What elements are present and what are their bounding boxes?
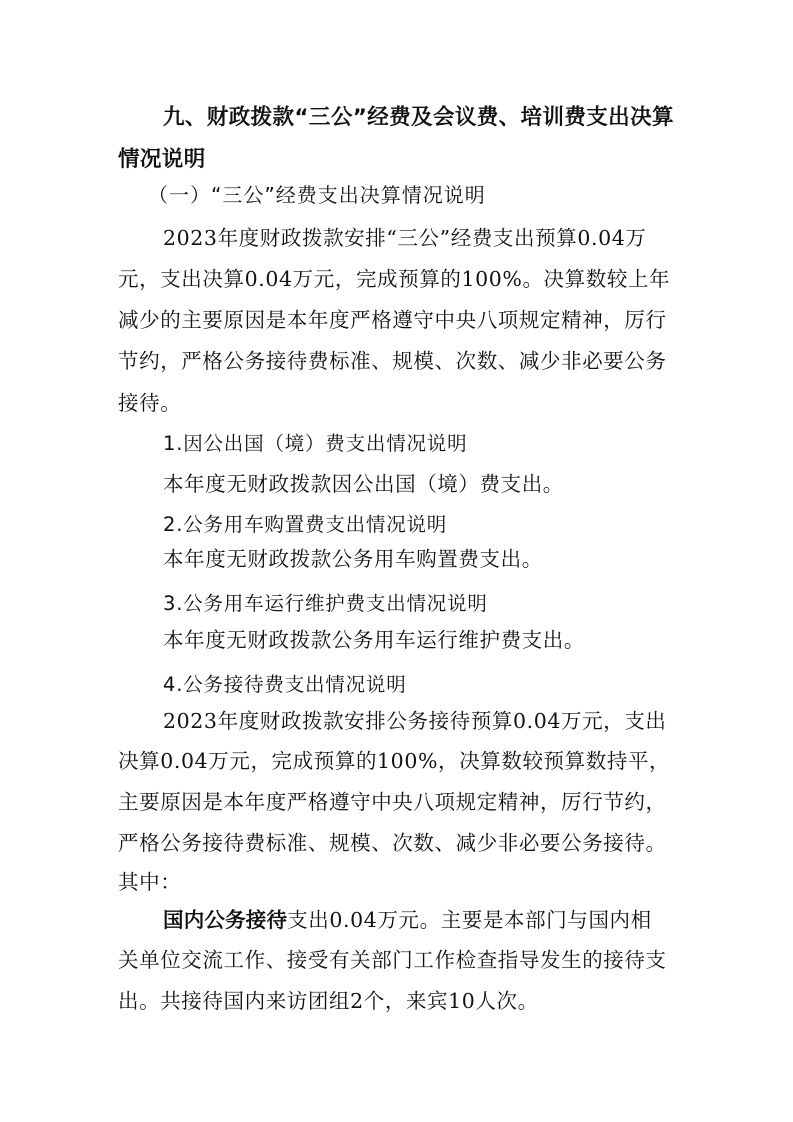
- reception-line-2: 决算0.04万元，完成预算的100%，决算数较预算数持平，: [118, 749, 671, 773]
- item-3-body: 本年度无财政拨款公务用车运行维护费支出。: [163, 628, 585, 652]
- domestic-reception-label: 国内公务接待: [163, 908, 288, 932]
- item-2-body: 本年度无财政拨款公务用车购置费支出。: [163, 547, 543, 571]
- domestic-line-1: [163, 906, 678, 934]
- sub-heading: （一）“三公”经费支出决算情况说明: [148, 183, 486, 207]
- overview-line-4: 节约，严格公务接待费标准、规模、次数、减少非必要公务: [118, 349, 667, 373]
- domestic-line-3: 出。共接待国内来访团组2个，来宾10人次。: [118, 989, 539, 1013]
- domestic-line-1-rest: 支出0.04万元。主要是本部门与国内相: [287, 908, 652, 932]
- overview-line-5: 接待。: [118, 391, 182, 415]
- reception-line-5: 其中：: [118, 870, 182, 894]
- item-4-title: 4.公务接待费支出情况说明: [163, 673, 407, 696]
- overview-line-1: [163, 224, 678, 252]
- reception-line-3: 主要原因是本年度严格遵守中央八项规定精神，厉行节约，: [118, 790, 667, 814]
- item-2-title: 2.公务用车购置费支出情况说明: [163, 513, 448, 536]
- section-heading-line1: 九、财政拨款“三公”经费及会议费、培训费支出决算: [163, 105, 674, 130]
- item-3-title: 3.公务用车运行维护费支出情况说明: [163, 592, 488, 615]
- overview-line-2: 元，支出决算0.04万元，完成预算的100%。决算数较上年: [118, 267, 671, 291]
- reception-line-4: 严格公务接待费标准、规模、次数、减少非必要公务接待。: [118, 831, 667, 855]
- domestic-line-2: 关单位交流工作、接受有关部门工作检查指导发生的接待支: [118, 948, 667, 972]
- section-heading-line2: 情况说明: [118, 147, 206, 172]
- reception-line-1: 2023年度财政拨款安排公务接待预算0.04万元，支出: [163, 709, 667, 733]
- item-1-title: 1.因公出国（境）费支出情况说明: [163, 432, 468, 455]
- text-span: 2023年度财政拨款安排“三公”经费支出预算0.04万: [163, 226, 647, 250]
- overview-line-3: 减少的主要原因是本年度严格遵守中央八项规定精神，厉行: [118, 308, 667, 332]
- item-1-body: 本年度无财政拨款因公出国（境）费支出。: [163, 472, 564, 496]
